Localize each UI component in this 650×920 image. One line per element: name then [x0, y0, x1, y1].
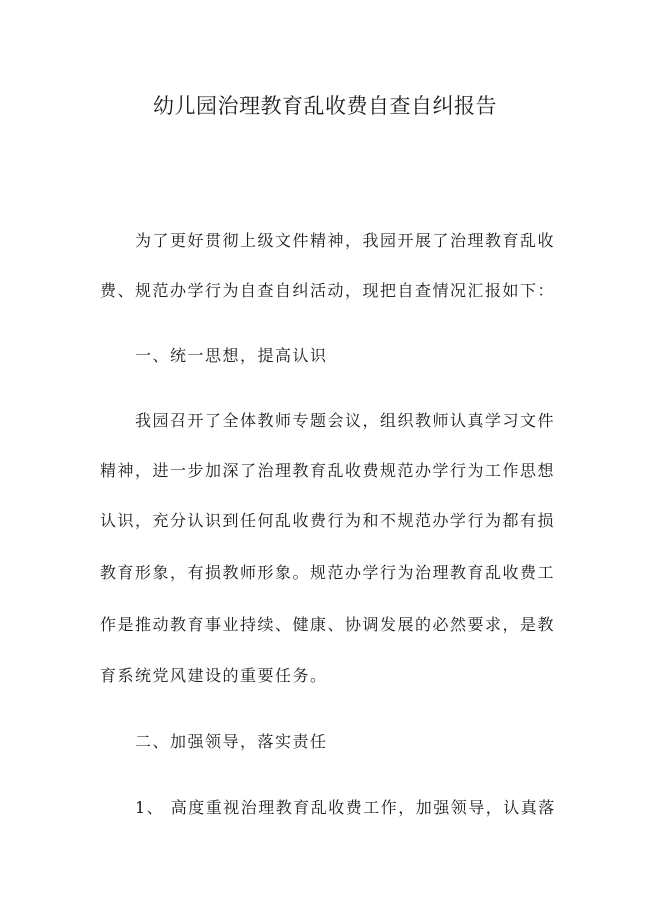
paragraph-line: 1、 高度重视治理教育乱收费工作，加强领导，认真落 — [135, 798, 556, 817]
paragraph-line: 我园召开了全体教师专题会议，组织教师认真学习文件 — [135, 411, 556, 430]
paragraph-line: 认识，充分认识到任何乱收费行为和不规范办学行为都有损 — [100, 511, 556, 530]
paragraph-line: 教育形象，有损教师形象。规范办学行为治理教育乱收费工 — [100, 563, 556, 582]
paragraph-line: 费、规范办学行为自查自纠活动，现把自查情况汇报如下： — [100, 281, 556, 300]
section-heading: 一、统一思想，提高认识 — [135, 346, 328, 365]
section-heading: 二、加强领导，落实责任 — [135, 732, 328, 751]
paragraph-line: 精神，进一步加深了治理教育乱收费规范办学行为工作思想 — [100, 461, 556, 480]
paragraph-line: 育系统党风建设的重要任务。 — [100, 666, 328, 685]
document-title: 幼儿园治理教育乱收费自查自纠报告 — [153, 94, 497, 118]
paragraph-line: 为了更好贯彻上级文件精神，我园开展了治理教育乱收 — [135, 231, 556, 250]
paragraph-line: 作是推动教育事业持续、健康、协调发展的必然要求，是教 — [100, 615, 556, 634]
